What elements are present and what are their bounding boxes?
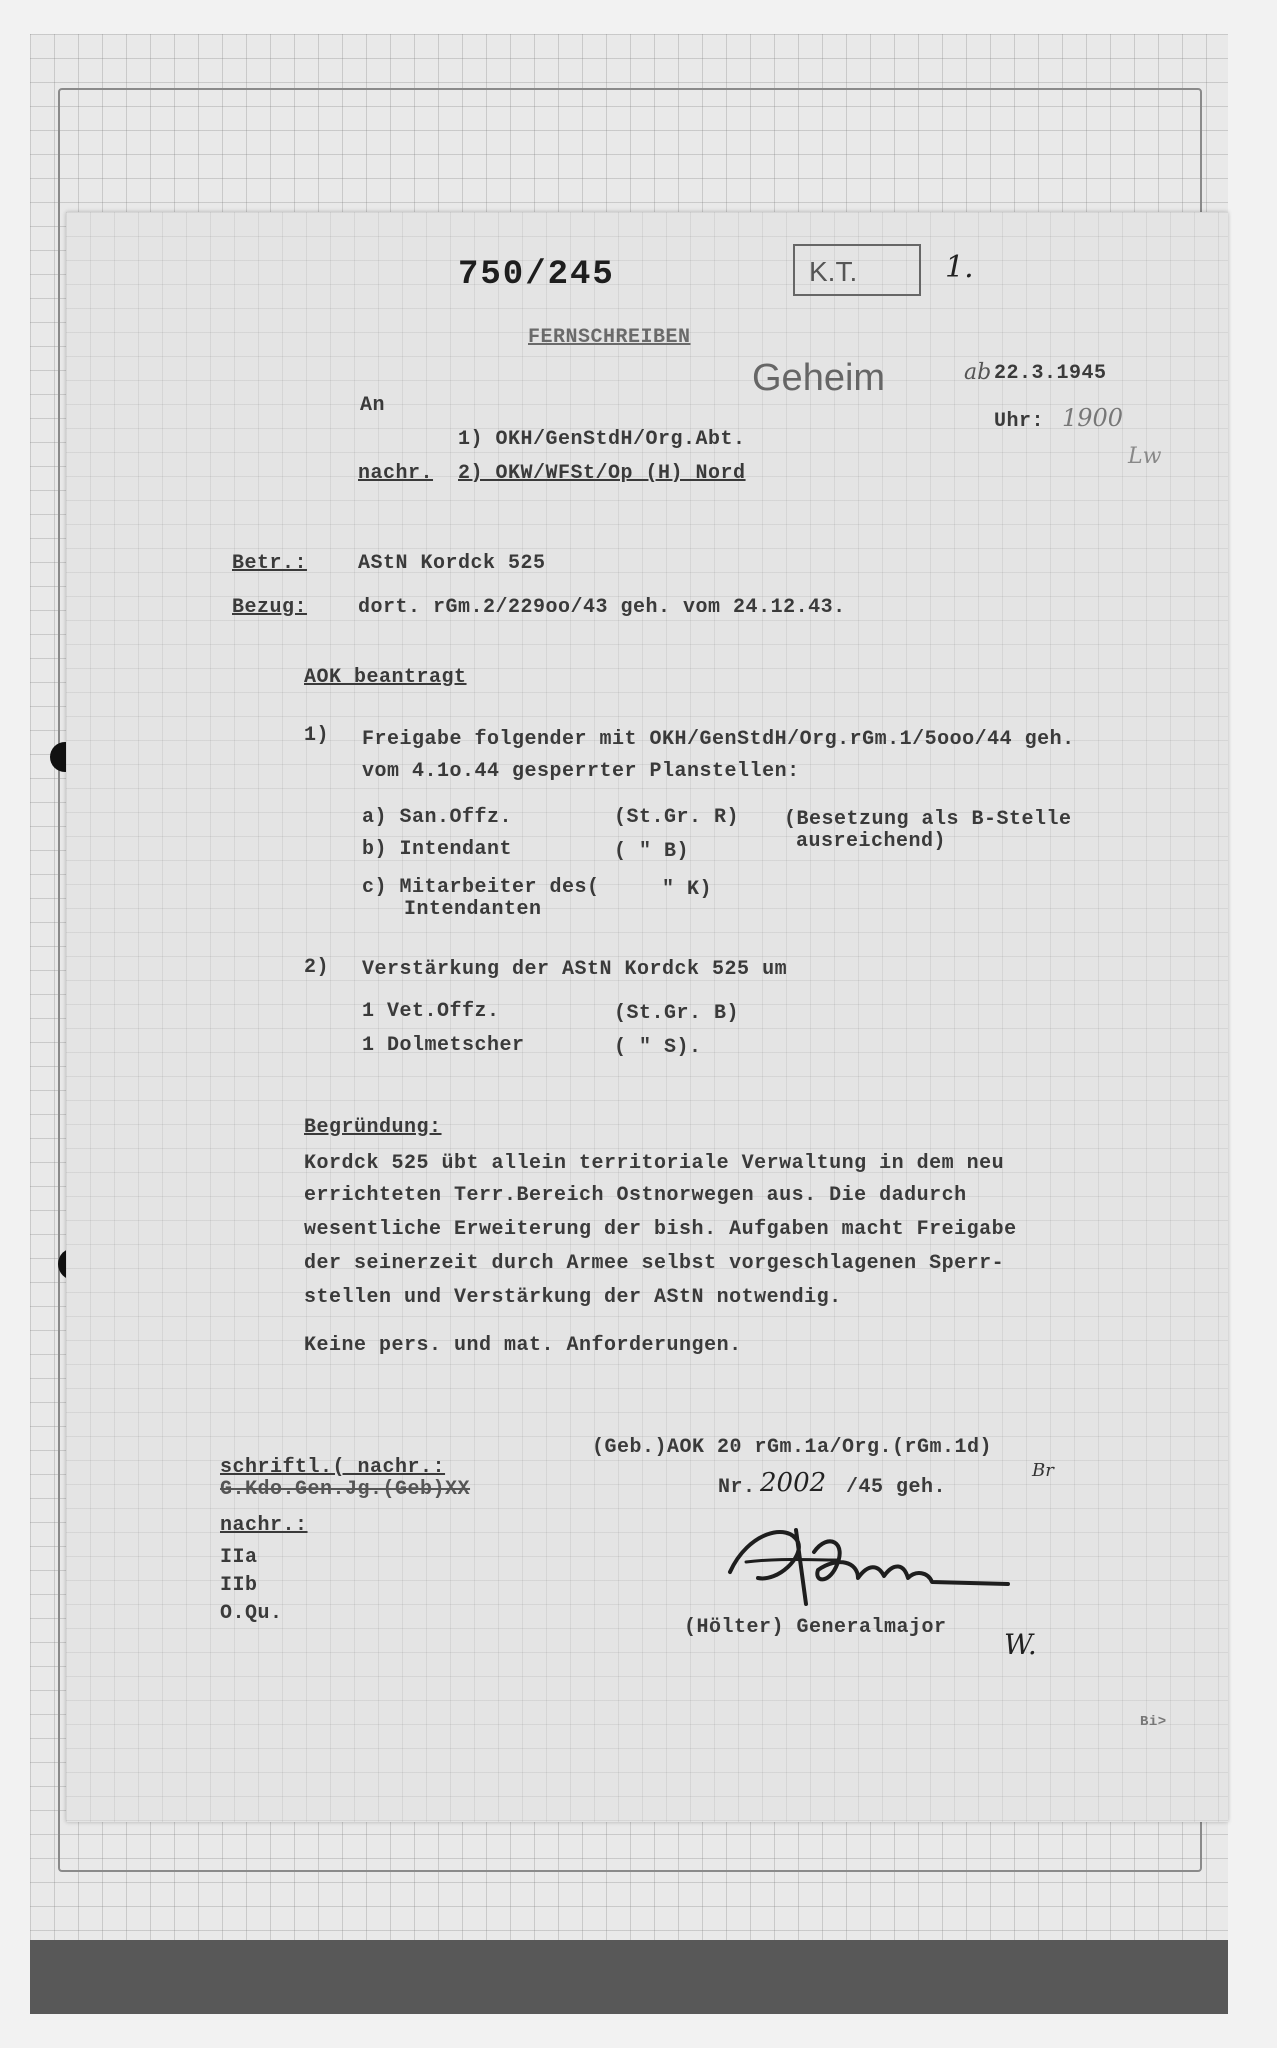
begruendung-line: Kordck 525 übt allein territoriale Verwaltung in dem neu xyxy=(304,1152,1005,1175)
sender-line: (Geb.)AOK 20 rGm.1a/Org.(rGm.1d) xyxy=(592,1436,993,1459)
handwritten-signature xyxy=(718,1512,1018,1622)
document-number: 750/245 xyxy=(458,256,615,294)
distribution-item: IIb xyxy=(220,1574,258,1597)
item-2-number: 2) xyxy=(304,956,330,979)
item-2b-label: 1 Dolmetscher xyxy=(362,1034,525,1057)
distribution-item: IIa xyxy=(220,1546,258,1569)
item-1a-note-line-1: (Besetzung als B-Stelle xyxy=(784,808,1072,831)
begruendung-line: wesentliche Erweiterung der bish. Aufgaben macht Freigabe xyxy=(304,1218,1017,1241)
recipient-2: 2) OKW/WFSt/Op (H) Nord xyxy=(458,462,746,485)
bezug-label: Bezug: xyxy=(232,596,308,619)
item-1a-rank: (St.Gr. R) xyxy=(614,806,740,829)
item-2a-label: 1 Vet.Offz. xyxy=(362,1000,500,1023)
keine-anforderungen-line: Keine pers. und mat. Anforderungen. xyxy=(304,1334,742,1357)
time-label: Uhr: xyxy=(994,410,1045,433)
item-1-line-2: vom 4.1o.44 gesperrter Planstellen: xyxy=(362,760,800,783)
item-1-number: 1) xyxy=(304,724,330,747)
item-2a-rank: (St.Gr. B) xyxy=(614,1002,740,1025)
date-initial: ab xyxy=(964,360,992,385)
begruendung-label: Begründung: xyxy=(304,1116,442,1139)
sender-mark: Br xyxy=(1032,1460,1054,1481)
begruendung-line: der seinerzeit durch Armee selbst vorgeschlagenen Sperr- xyxy=(304,1252,1005,1275)
item-1b-rank: ( " B) xyxy=(614,840,690,863)
nr-label: Nr. xyxy=(718,1476,756,1499)
recipient-1: 1) OKH/GenStdH/Org.Abt. xyxy=(458,428,746,451)
top-right-initials: Lw xyxy=(1128,444,1162,469)
to-label: An xyxy=(360,394,386,417)
header-title: FERNSCHREIBEN xyxy=(528,326,691,349)
signatory: (Hölter) Generalmajor xyxy=(684,1616,947,1639)
schriftl-line: schriftl.( nachr.: xyxy=(220,1456,446,1479)
distribution-item: O.Qu. xyxy=(220,1602,283,1625)
nachr-label: nachr. xyxy=(358,462,434,485)
item-1a-note-line-2: ausreichend) xyxy=(796,830,947,853)
begruendung-line: stellen und Verstärkung der AStN notwendig. xyxy=(304,1286,842,1309)
signatory-initials: W. xyxy=(1004,1628,1037,1661)
kt-stamp: K.T. xyxy=(793,244,921,296)
item-1b-label: b) Intendant xyxy=(362,838,513,861)
betr-label: Betr.: xyxy=(232,552,308,575)
betr-text: AStN Kordck 525 xyxy=(358,552,546,575)
nr-suffix: /45 geh. xyxy=(846,1476,947,1499)
item-1a-label: a) San.Offz. xyxy=(362,806,513,829)
item-2b-rank: ( " S). xyxy=(614,1036,702,1059)
date: 22.3.1945 xyxy=(994,362,1107,385)
footer-mark: Bi> xyxy=(1140,1714,1167,1730)
item-1-line-1: Freigabe folgender mit OKH/GenStdH/Org.rGm.1/5ooo/44 geh. xyxy=(362,728,1075,751)
item-1c-rank: " K) xyxy=(662,878,713,901)
aok-beantragt: AOK beantragt xyxy=(304,666,467,689)
kt-handwritten-mark: 1. xyxy=(945,250,974,285)
nr-value: 2002 xyxy=(760,1468,827,1498)
bezug-text: dort. rGm.2/229oo/43 geh. vom 24.12.43. xyxy=(358,596,846,619)
classification-stamp: Geheim xyxy=(752,357,886,399)
distribution-label: nachr.: xyxy=(220,1514,308,1537)
time-value: 1900 xyxy=(1062,404,1124,432)
item-1c-label-line-2: Intendanten xyxy=(404,898,542,921)
begruendung-line: errichteten Terr.Bereich Ostnorwegen aus. Die dadurch xyxy=(304,1184,967,1207)
item-1c-label-line-1: c) Mitarbeiter des( xyxy=(362,876,600,899)
scan-bottom-band xyxy=(30,1940,1228,2014)
cc-line: G.Kdo.Gen.Jg.(Geb)XX xyxy=(220,1478,471,1501)
item-2-line: Verstärkung der AStN Kordck 525 um xyxy=(362,958,788,981)
